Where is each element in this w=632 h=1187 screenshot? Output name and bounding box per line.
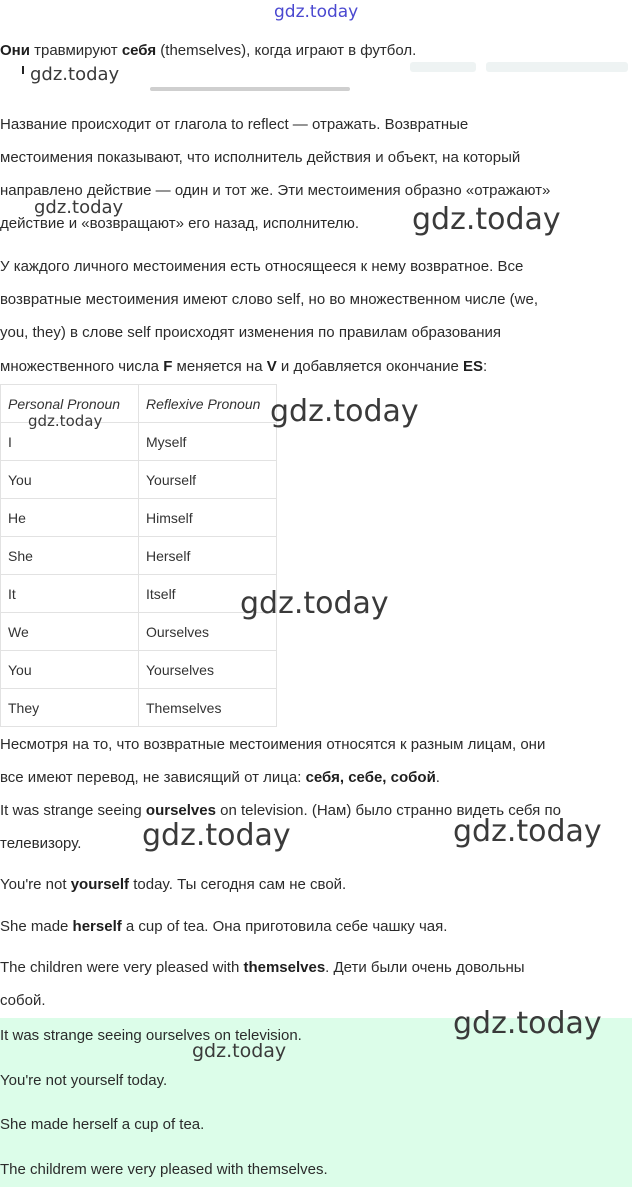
- text-part: множественного числа: [0, 358, 164, 375]
- example-line: [0, 910, 632, 943]
- bold-ending: ES: [463, 358, 484, 375]
- text-part: It was strange seeing: [0, 802, 146, 819]
- paragraph-line: you, they) в слове self происходят изменения по правилам образования: [0, 324, 501, 341]
- watermark: gdz.today: [28, 412, 103, 430]
- table-row: [1, 575, 277, 613]
- text-part: . Дети были очень довольны: [325, 959, 525, 976]
- table-row: [1, 499, 277, 537]
- watermark: gdz.today: [412, 202, 561, 237]
- example-line: [0, 951, 632, 984]
- table-row: [1, 537, 277, 575]
- cell-personal: He: [1, 499, 139, 537]
- faded-element: [410, 62, 476, 72]
- cell-reflexive: Herself: [139, 537, 277, 575]
- bold-letter: F: [163, 358, 173, 375]
- cell-personal: You: [1, 461, 139, 499]
- bold-self: себя: [121, 42, 157, 59]
- cursor-mark: [22, 66, 24, 74]
- text-part: The children were very pleased with: [0, 959, 244, 976]
- watermark: gdz.today: [34, 197, 124, 218]
- answer-box: [0, 1018, 632, 1187]
- text-part: (themselves), когда играют в футбол.: [156, 42, 417, 59]
- bold-pronoun: herself: [72, 918, 122, 935]
- paragraph-line: действие и «возвращают» его назад, исполнителю.: [0, 215, 359, 232]
- bold-they: Они: [0, 42, 30, 59]
- cell-reflexive: Himself: [139, 499, 277, 537]
- text-part: You're not: [0, 876, 71, 893]
- paragraph-line: Несмотря на то, что возвратные местоимения относятся к разным лицам, они: [0, 736, 546, 753]
- watermark: gdz.today: [453, 814, 602, 849]
- text-part: .: [435, 769, 440, 786]
- faded-element: [486, 62, 628, 72]
- cell-reflexive: Yourself: [139, 461, 277, 499]
- cell-personal: She: [1, 537, 139, 575]
- example-line: собой.: [0, 992, 46, 1009]
- cell-reflexive: Ourselves: [139, 613, 277, 651]
- bold-pronoun: ourselves: [145, 802, 216, 819]
- cell-reflexive: Yourselves: [139, 651, 277, 689]
- cell-personal: It: [1, 575, 139, 613]
- header-personal: Personal Pronoun: [1, 385, 139, 423]
- paragraph-line: местоимения показывают, что исполнитель действия и объект, на который: [0, 149, 521, 166]
- table-row: [1, 651, 277, 689]
- cell-reflexive: Myself: [139, 423, 277, 461]
- table-row: [1, 613, 277, 651]
- paragraph-line: [0, 761, 632, 794]
- cell-personal: You: [1, 651, 139, 689]
- text-part: a cup of tea. Она приготовила себе чашку чая.: [121, 918, 448, 935]
- pronoun-table: [0, 384, 277, 727]
- example-line: [0, 868, 632, 901]
- text-part: все имеют перевод, не зависящий от лица:: [0, 769, 306, 786]
- text-part: травмируют: [29, 42, 122, 59]
- faded-line: [150, 84, 370, 94]
- bold-letter: V: [266, 358, 277, 375]
- text-part: She made: [0, 918, 73, 935]
- cell-personal: I: [1, 423, 139, 461]
- text-part: и добавляется окончание: [276, 358, 463, 375]
- answer-line: She made herself a cup of tea.: [0, 1116, 205, 1133]
- cell-personal: We: [1, 613, 139, 651]
- answer-line: It was strange seeing ourselves on television.: [0, 1027, 302, 1044]
- example-line: телевизору.: [0, 835, 82, 852]
- bold-translation: себя, себе, собой: [305, 769, 436, 786]
- paragraph-line: У каждого личного местоимения есть относящееся к нему возвратное. Все: [0, 258, 524, 275]
- watermark: gdz.today: [240, 586, 389, 621]
- watermark: gdz.today: [30, 64, 120, 85]
- watermark: gdz.today: [142, 818, 291, 853]
- text-part: on television. (Нам) было странно видеть себя по: [215, 802, 561, 819]
- answer-line: You're not yourself today.: [0, 1072, 168, 1089]
- table-row: [1, 461, 277, 499]
- table-row: [1, 689, 277, 727]
- bold-pronoun: yourself: [70, 876, 130, 893]
- cell-personal: They: [1, 689, 139, 727]
- bold-pronoun: themselves: [243, 959, 326, 976]
- answer-line: The childrem were very pleased with themselves.: [0, 1161, 328, 1178]
- watermark: gdz.today: [270, 394, 419, 429]
- cell-reflexive: Themselves: [139, 689, 277, 727]
- text-part: today. Ты сегодня сам не свой.: [129, 876, 347, 893]
- paragraph-line: возвратные местоимения имеют слово self, но во множественном числе (we,: [0, 291, 538, 308]
- header-reflexive: Reflexive Pronoun: [139, 385, 277, 423]
- text-part: меняется на: [172, 358, 267, 375]
- watermark-top: gdz.today: [274, 2, 359, 22]
- cell-reflexive: Itself: [139, 575, 277, 613]
- watermark: gdz.today: [192, 1040, 287, 1062]
- paragraph-line: Название происходит от глагола to reflect — отражать. Возвратные: [0, 116, 469, 133]
- paragraph-line: [0, 350, 632, 383]
- text-part: :: [483, 358, 488, 375]
- paragraph-line: направлено действие — один и тот же. Эти местоимения образно «отражают»: [0, 182, 551, 199]
- watermark: gdz.today: [453, 1006, 602, 1041]
